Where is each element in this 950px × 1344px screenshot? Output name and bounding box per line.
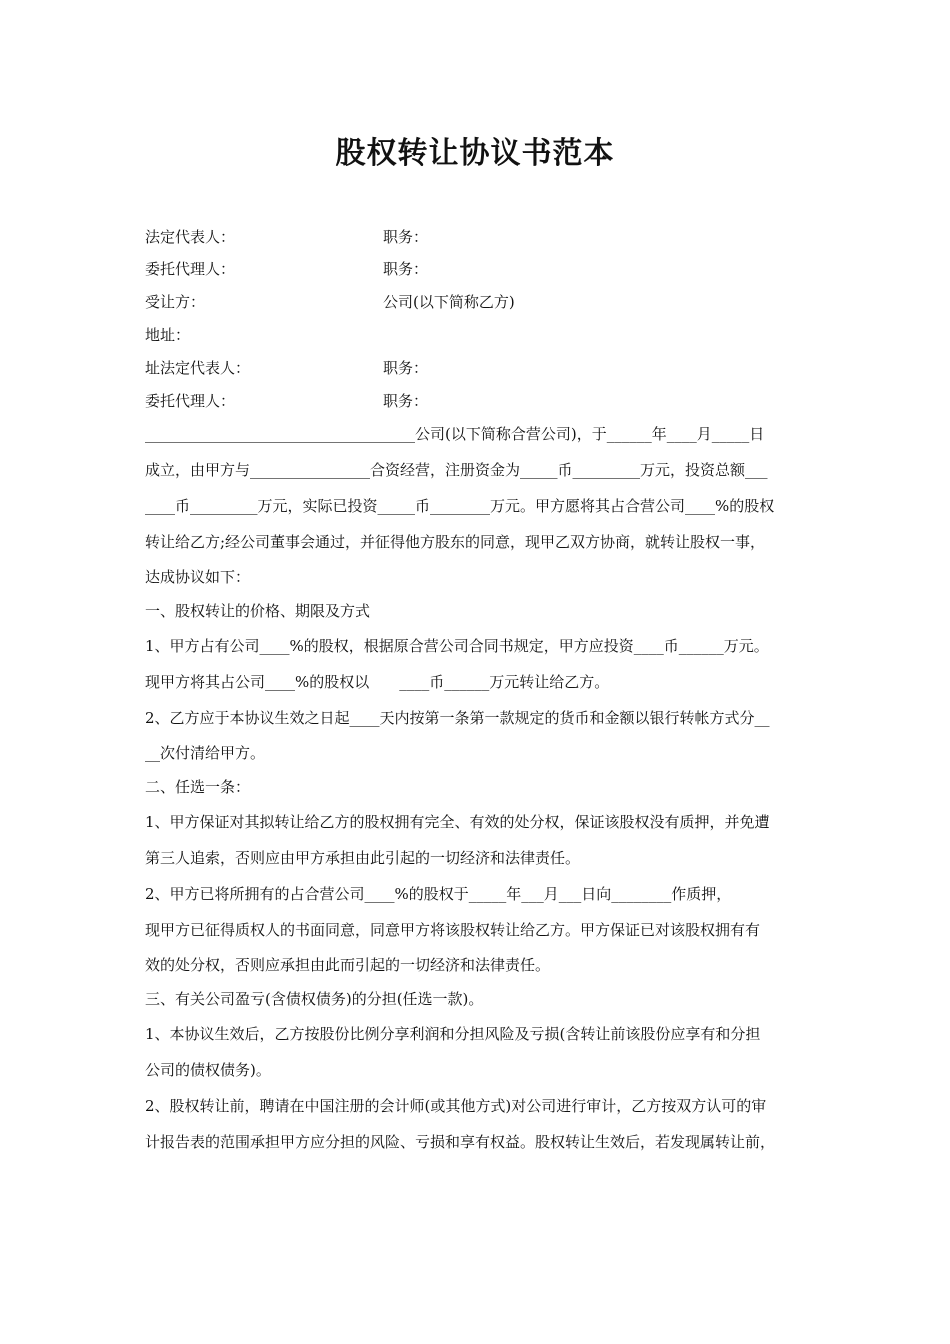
field-transferee xyxy=(145,292,515,312)
field-value: 职务： xyxy=(383,359,429,377)
body-line: ____________________________________公司(以下简称合营公司)，于______年____月_____日 xyxy=(145,425,765,443)
field-label: 委托代理人： xyxy=(145,260,236,278)
section-heading: 一、股权转让的价格、期限及方式 xyxy=(145,602,371,620)
field-value: 职务： xyxy=(383,228,429,246)
field-address xyxy=(145,325,383,345)
field-legal-rep xyxy=(145,227,428,247)
field-label: 法定代表人： xyxy=(145,228,236,246)
body-line: ____币_________万元，实际已投资_____币________万元。甲方愿将其占合营公司____%的股权 xyxy=(145,497,775,515)
field-agent-2 xyxy=(145,391,428,411)
body-line: 1、甲方保证对其拟转让给乙方的股权拥有完全、有效的处分权，保证该股权没有质押，并免遭 xyxy=(145,813,770,831)
body-line: 公司的债权债务)。 xyxy=(145,1061,271,1079)
body-line: 第三人追索，否则应由甲方承担由此引起的一切经济和法律责任。 xyxy=(145,849,581,867)
field-label: 址法定代表人： xyxy=(145,359,251,377)
body-line: 达成协议如下： xyxy=(145,568,251,586)
body-line: 现甲方将其占公司____%的股权以 ____币______万元转让给乙方。 xyxy=(145,673,610,691)
field-label: 地址： xyxy=(145,326,191,344)
body-line: 转让给乙方;经公司董事会通过，并征得他方股东的同意，现甲乙双方协商，就转让股权一事， xyxy=(145,533,766,551)
field-label: 受让方： xyxy=(145,293,206,311)
body-line: __次付清给甲方。 xyxy=(145,744,266,762)
body-line: 效的处分权，否则应承担由此而引起的一切经济和法律责任。 xyxy=(145,956,551,974)
body-line: 现甲方已征得质权人的书面同意，同意甲方将该股权转让给乙方。甲方保证已对该股权拥有有 xyxy=(145,921,761,939)
field-value: 职务： xyxy=(383,392,429,410)
body-line: 1、甲方占有公司____%的股权，根据原合营公司合同书规定，甲方应投资____币______万元。 xyxy=(145,637,769,655)
field-agent xyxy=(145,259,428,279)
body-line: 2、乙方应于本协议生效之日起____天内按第一条第一款规定的货币和金额以银行转帐方式分__ xyxy=(145,709,770,727)
field-address-legal-rep xyxy=(145,358,428,378)
section-heading: 三、有关公司盈亏(含债权债务)的分担(任选一款)。 xyxy=(145,990,484,1008)
body-line: 2、甲方已将所拥有的占合营公司____%的股权于_____年___月___日向________作质押， xyxy=(145,885,732,903)
body-line: 2、股权转让前，聘请在中国注册的会计师(或其他方式)对公司进行审计，乙方按双方认可的审 xyxy=(145,1097,767,1115)
agreement-body xyxy=(145,416,811,1160)
body-line: 计报告表的范围承担甲方应分担的风险、亏损和享有权益。股权转让生效后，若发现属转让前， xyxy=(145,1133,776,1151)
document-title: 股权转让协议书范本 xyxy=(335,136,615,171)
field-label: 委托代理人： xyxy=(145,392,236,410)
body-line: 1、本协议生效后，乙方按股份比例分享利润和分担风险及亏损(含转让前该股份应享有和分担 xyxy=(145,1025,761,1043)
field-value: 职务： xyxy=(383,260,429,278)
body-line: 成立，由甲方与________________合资经营，注册资金为_____币_________万元，投资总额___ xyxy=(145,461,768,479)
field-value: 公司(以下简称乙方) xyxy=(383,293,515,311)
section-heading: 二、任选一条： xyxy=(145,778,251,796)
